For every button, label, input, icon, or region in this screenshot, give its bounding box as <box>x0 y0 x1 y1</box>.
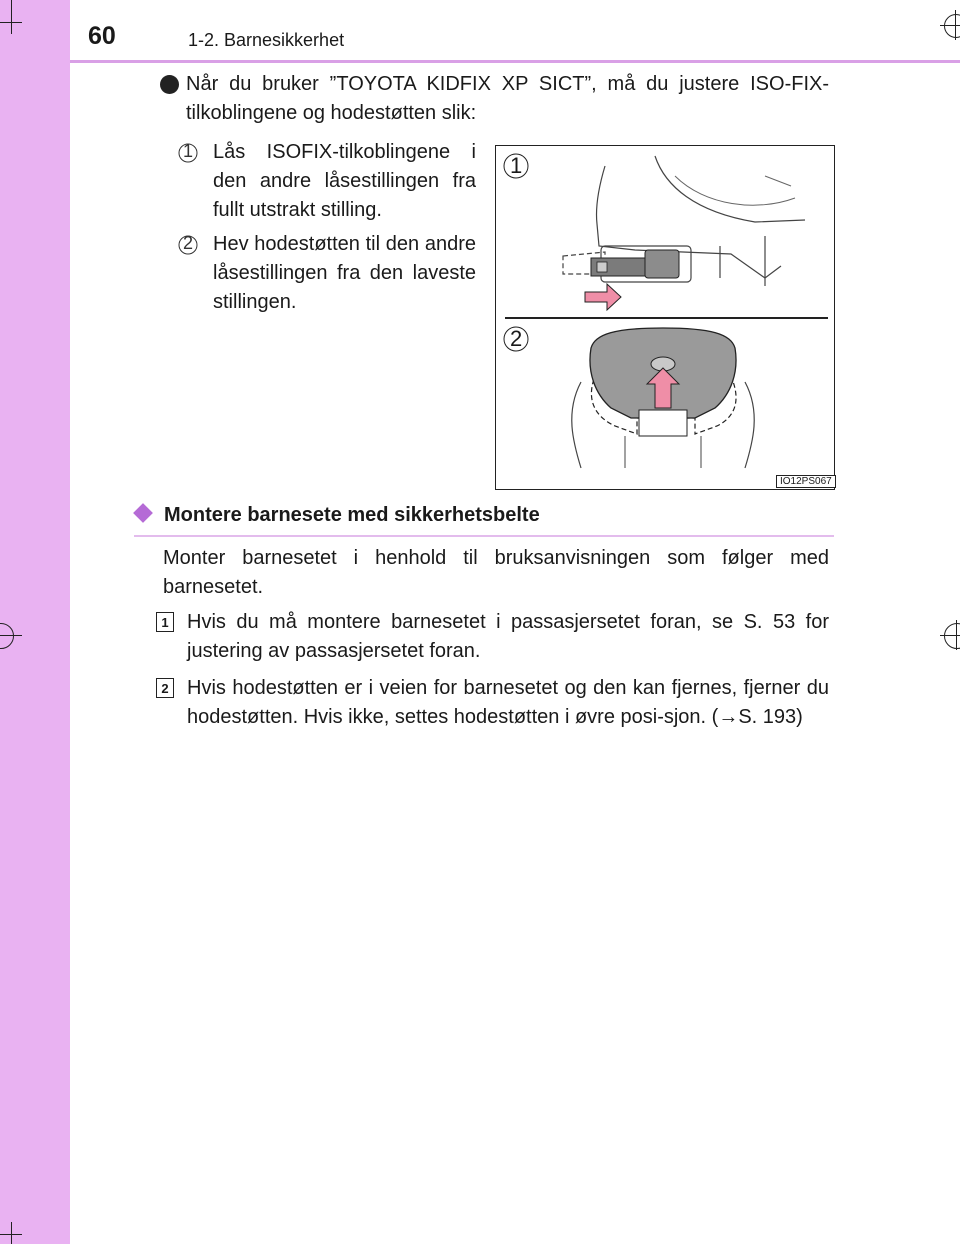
illustration-divider <box>505 317 828 319</box>
headrest-illustration <box>495 322 835 482</box>
bullet-icon <box>160 75 179 94</box>
item-1-text: Hvis du må montere barnesetet i passasjersetet foran, se S. 53 for justering av passasjersetet foran. <box>187 611 829 662</box>
isofix-illustration <box>495 146 835 316</box>
intro-text: Når du bruker ”TOYOTA KIDFIX XP SICT”, må du justere ISO-FIX-tilkoblingene og hodestøtten slik: <box>186 73 829 124</box>
step-1-text: Lås ISOFIX-tilkoblingene i den andre låsestillingen fra fullt utstrakt stilling. <box>213 141 476 221</box>
diamond-icon <box>133 503 153 523</box>
figure-label-2: 2 <box>506 326 518 352</box>
page-sidebar <box>0 0 70 1244</box>
item-marker-1: 1 <box>156 612 174 632</box>
page-number: 60 <box>88 22 116 50</box>
section-heading: Montere barnesete med sikkerhetsbelte <box>164 504 540 526</box>
section-title: 1-2. Barnesikkerhet <box>188 30 345 50</box>
step-marker-2: 2 <box>180 233 196 254</box>
section-intro: Monter barnesetet i henhold til bruksanvisningen som følger med barnesetet. <box>163 547 829 598</box>
heading-rule <box>134 535 834 537</box>
figure-label-1: 1 <box>506 153 518 179</box>
header-rule <box>70 60 960 63</box>
item-2-text: Hvis hodestøtten er i veien for barnesetet og den kan fjernes, fjerner du hodestøtten. Hvis ikke, settes hodestøtten i øvre posi-sjon. (→S. 193) <box>187 677 829 728</box>
figure-code: IO12PS067 <box>776 475 836 488</box>
step-marker-1: 1 <box>180 141 196 162</box>
item-marker-2: 2 <box>156 678 174 698</box>
step-2-text: Hev hodestøtten til den andre låsestillingen fra den laveste stillingen. <box>213 233 476 313</box>
